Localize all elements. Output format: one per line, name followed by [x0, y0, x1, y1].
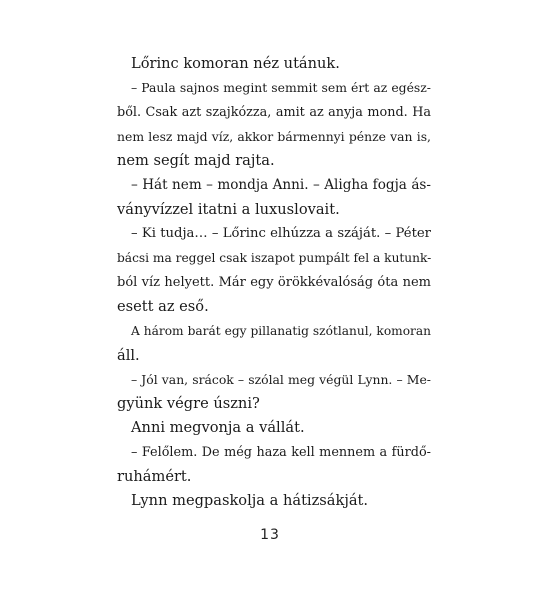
text-line: – Felőlem. De még haza kell mennem a fürdő-: [131, 444, 431, 460]
text-line: bácsi ma reggel csak iszapot pumpált fel a kutunk-: [117, 251, 432, 266]
page-number: 13: [260, 527, 280, 543]
text-line: Lynn megpaskolja a hátizsákját.: [131, 492, 369, 510]
text-line: – Jól van, srácok – szólal meg végül Lynn. – Me-: [131, 371, 431, 387]
text-line: nem segít majd rajta.: [117, 152, 275, 170]
text-line: ványvízzel itatni a luxuslovait.: [117, 200, 340, 218]
text-line: ből. Csak azt szajkózza, amit az anyja mond. Ha: [117, 104, 431, 120]
text-line: áll.: [117, 346, 140, 364]
text-line: ruhámért.: [117, 468, 192, 486]
text-line: ból víz helyett. Már egy örökkévalóság óta nem: [117, 274, 431, 290]
text-line: gyünk végre úszni?: [117, 395, 260, 413]
body-text: [117, 52, 431, 514]
text-line: – Hát nem – mondja Anni. – Aligha fogja ás-: [131, 177, 431, 194]
text-line: Lőrinc komoran néz utánuk.: [131, 55, 340, 72]
text-line: Anni megvonja a vállát.: [131, 419, 305, 437]
text-line: nem lesz majd víz, akkor bármennyi pénze van is,: [117, 128, 431, 144]
text-line: – Ki tudja… – Lőrinc elhúzza a száját. – Péter: [131, 226, 431, 242]
text-line: – Paula sajnos megint semmit sem ért az egész-: [131, 80, 431, 96]
text-line: A három barát egy pillanatig szótlanul, komoran: [131, 324, 431, 339]
text-line: esett az eső.: [117, 297, 209, 315]
